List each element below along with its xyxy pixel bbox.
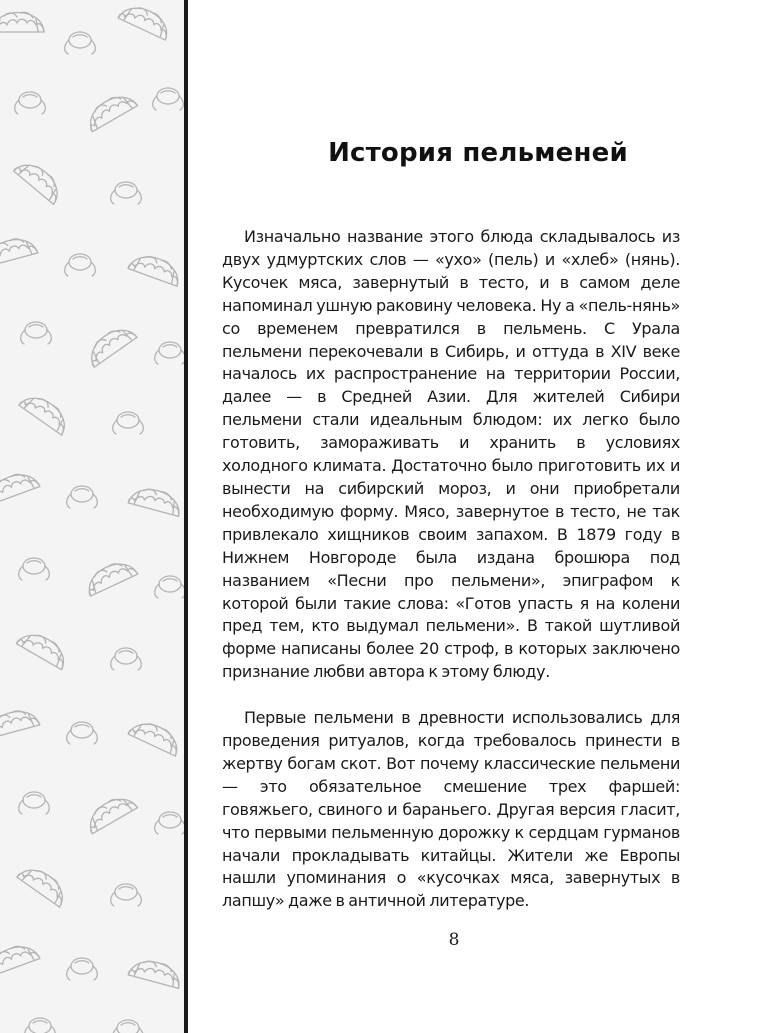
paragraph-2: Первые пельмени в древности использовались для проведения ритуалов, когда требовалось принести в жертву богам скот. Вот почему классические пельмени — это обязательное смешение трех фаршей: говяжьего, свиного и бараньего. Другая версия гласит, что первыми пельменную дорожку к сердцам гурманов начали прокладывать китайцы. Жители же Европы нашли упоминания о «кусочках мяса, завернутых в лапшу» даже в античной литературе. (222, 708, 680, 911)
page-title: История пельменей (328, 138, 628, 169)
dumpling-pattern-strip (0, 0, 184, 1033)
article-body (222, 226, 680, 913)
paragraph-1: Изначально название этого блюда складывалось из двух удмуртских слов — «ухо» (пель) и «хлеб» (нянь). Кусочек мяса, завернутый в тесто, и в самом деле напоминал ушную раковину человека. Ну а «пель-нянь» со временем превратился в пельмень. С Урала пельмени перекочевали в Сибирь, и оттуда в XIV веке началось их распространение на территории России, далее — в Средней Азии. Для жителей Сибири пельмени стали идеальным блюдом: их легко было готовить, замораживать и хранить в условиях холодного климата. Достаточно было приготовить их и вынести на сибирский мороз, и они приобретали необходимую форму. Мясо, завернутое в тесто, не так привлекало хищников своим запахом. В 1879 году в Нижнем Новгороде была издана брошюра под названием «Песни про пельмени», эпиграфом к которой были такие слова: «Готов упасть я на колени пред тем, кто выдумал пельмени». В такой шутливой форме написаны более 20 строф, в которых заключено признание любви автора к этому блюду. (222, 227, 680, 682)
pattern-tiles (0, 0, 184, 1033)
page-number: 8 (448, 930, 460, 950)
dumpling-pattern-svg (0, 0, 184, 1033)
